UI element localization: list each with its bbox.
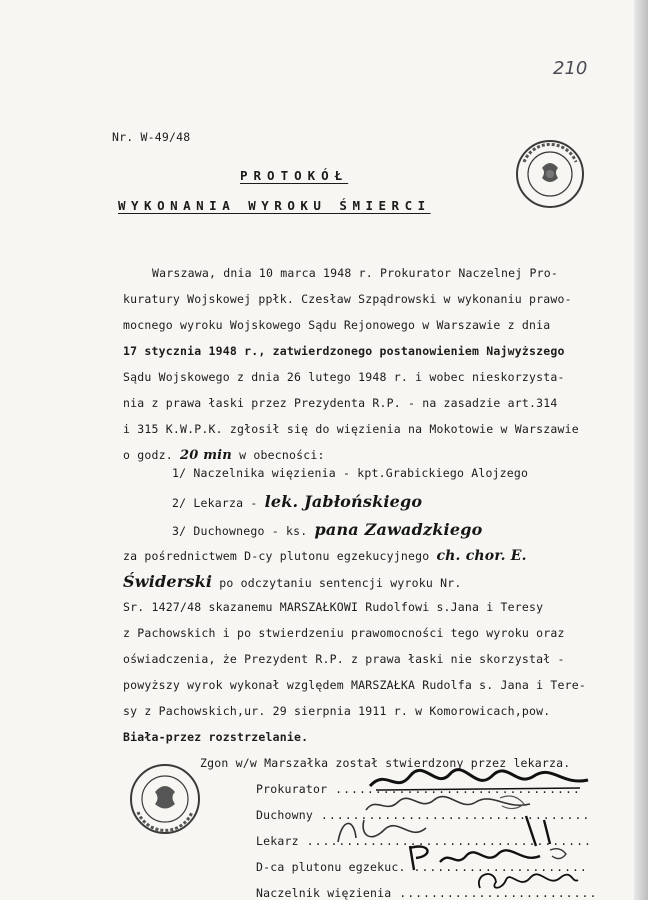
execution-line-3: Sr. 1427/48 skazanemu MARSZAŁKOWI Rudolfowi s.Jana i Teresy <box>123 600 544 614</box>
attendee-doctor-label: 2/ Lekarza - <box>172 496 265 510</box>
body-line-4: 17 stycznia 1948 r., zatwierdzonego postanowieniem Najwyższego <box>123 344 565 358</box>
body-line-5: Sądu Wojskowego z dnia 26 lutego 1948 r. i wobec nieskorzysta- <box>123 370 565 384</box>
signature-warden-label: Naczelnik więzienia <box>256 886 392 900</box>
handwritten-priest-name: pana Zawadzkiego <box>314 520 483 539</box>
death-confirmation: Zgon w/w Marszałka został stwierdzony przez lekarza. <box>200 756 571 770</box>
execution-line-5: oświadczenia, że Prezydent R.P. z prawa łaski nie skorzystał - <box>123 652 565 666</box>
page-number: 210 <box>553 58 588 79</box>
handwritten-squad-rank: ch. chor. E. <box>436 548 527 564</box>
body-line-7: i 315 K.W.P.K. zgłosił się do więzienia na Mokotowie w Warszawie <box>123 422 579 436</box>
body-line-6: nia z prawa łaski przez Prezydenta R.P. - na zasadzie art.314 <box>123 396 558 410</box>
signature-doctor-dots: .................................... <box>298 834 592 848</box>
attendee-priest-label: 3/ Duchownego - ks. <box>172 524 315 538</box>
signature-warden-dots: ......................... <box>391 886 598 900</box>
body-line-1: Warszawa, dnia 10 marca 1948 r. Prokurator Naczelnej Pro- <box>152 266 559 280</box>
reference-number: Nr. W-49/48 <box>112 130 191 144</box>
squad-commander-prefix: za pośrednictwem D-cy plutonu egzekucyjnego <box>123 549 437 563</box>
body-line-3: mocnego wyroku Wojskowego Sądu Rejonowego w Warszawie z dnia <box>123 318 551 332</box>
execution-line-6: powyższy wyrok wykonał względem MARSZAŁKA Rudolfa s. Jana i Tere- <box>123 678 587 692</box>
signature-prosecutor-dots: ............................... <box>327 782 581 796</box>
presence-suffix: w obecności: <box>231 448 325 462</box>
scan-edge-shadow <box>634 0 648 900</box>
attendee-warden: 1/ Naczelnika więzienia - kpt.Grabickiego Alojzego <box>172 466 529 480</box>
execution-line-1 <box>123 548 527 564</box>
execution-line-4: z Pachowskich i po stwierdzeniu prawomocności tego wyroku oraz <box>123 626 565 640</box>
sentence-reading-text: po odczytaniu sentencji wyroku Nr. <box>212 576 462 590</box>
document-title-line1: PROTOKÓŁ <box>240 168 349 183</box>
signature-squad-label: D-ca plutonu egzekuc. <box>256 860 406 874</box>
handwritten-time: 20 min <box>180 448 232 463</box>
handwritten-doctor-name: lek. Jabłońskiego <box>264 492 423 511</box>
attendee-doctor <box>172 492 422 511</box>
body-line-2: kuratury Wojskowej ppłk. Czesław Szpądrowski w wykonaniu prawo- <box>123 292 572 306</box>
execution-line-7: sy z Pachowskich,ur. 29 sierpnia 1911 r. w Komorowicach,pow. <box>123 704 551 718</box>
signature-priest-label: Duchowny <box>256 808 313 822</box>
execution-line-2 <box>123 572 462 591</box>
signature-priest-dots: .................................. <box>313 808 591 822</box>
time-prefix: o godz. <box>123 448 180 462</box>
signature-doctor-label: Lekarz <box>256 834 299 848</box>
signature-squad-dots: ...................... <box>405 860 588 874</box>
signature-prosecutor-label: Prokurator <box>256 782 328 796</box>
execution-line-8: Biała-przez rozstrzelanie. <box>123 730 309 744</box>
document-title-line2: WYKONANIA WYROKU ŚMIERCI <box>118 198 431 213</box>
official-stamp-top <box>514 138 586 210</box>
body-line-8 <box>123 448 325 463</box>
official-stamp-bottom <box>128 762 202 836</box>
handwritten-squad-name: Świderski <box>123 572 213 591</box>
attendee-priest <box>172 520 482 539</box>
